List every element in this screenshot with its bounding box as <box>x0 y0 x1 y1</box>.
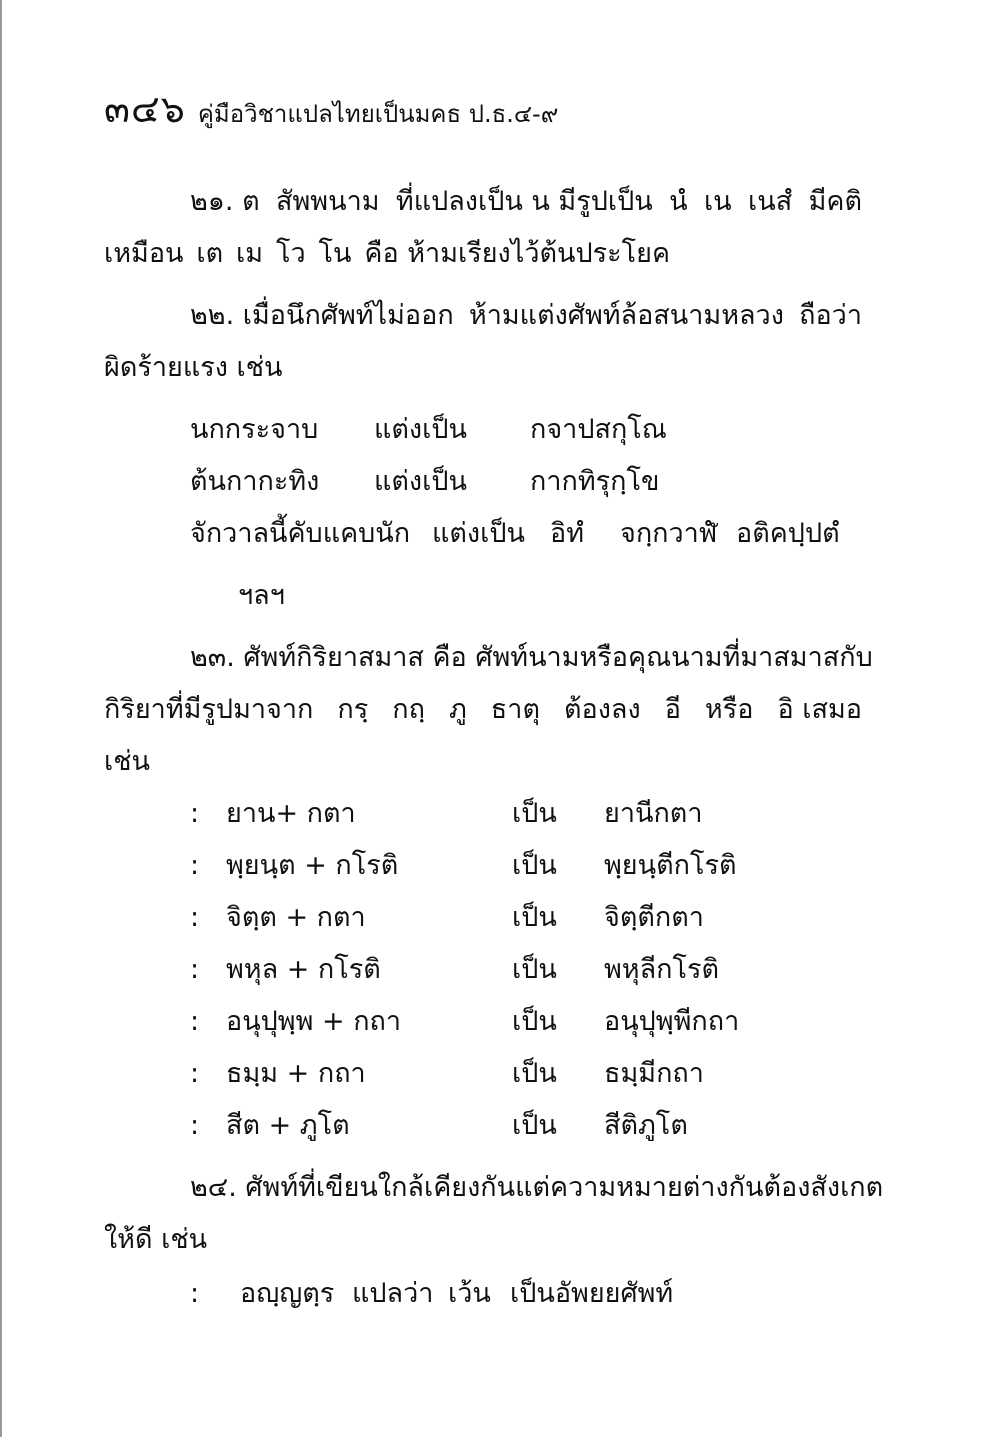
verb: เป็น <box>512 902 557 933</box>
compound-parts: จิตฺต + กตา <box>226 902 366 933</box>
section-21-line-2 <box>104 236 670 272</box>
running-header <box>104 78 558 139</box>
text-span: อี <box>664 694 681 725</box>
text-span: เม <box>236 238 264 269</box>
colon: : <box>190 1278 200 1309</box>
section-23-line-3: เช่น <box>104 746 151 777</box>
text-span: ต้องลง <box>564 694 641 725</box>
verb: เป็น <box>512 1058 557 1089</box>
verb: เป็น <box>512 850 557 881</box>
text-span: โน <box>318 238 352 269</box>
text-span: กรฺ <box>337 694 369 725</box>
verb: แต่งเป็น <box>374 466 467 497</box>
colon: : <box>190 954 200 985</box>
pali-word: จกฺกวาฬํ <box>620 518 718 549</box>
compound-result: ธมฺมีกถา <box>604 1058 704 1089</box>
verb: แปลว่า <box>352 1278 434 1309</box>
compound-result: พหุลีกโรติ <box>604 954 720 985</box>
section-23-line-2 <box>104 692 862 728</box>
etc-mark: ฯลฯ <box>238 580 285 611</box>
colon: : <box>190 850 200 881</box>
text-span: ๒๒. เมื่อนึกศัพท์ไม่ออก <box>190 300 454 331</box>
compound-parts: ยาน+ กตา <box>226 798 356 829</box>
text-span: อิ เสมอ <box>777 694 862 725</box>
text-span: คือ ห้ามเรียงไว้ต้นประโยค <box>364 238 670 269</box>
compound-parts: อนุปุพฺพ + กถา <box>226 1006 402 1037</box>
thai-phrase: ต้นกากะทิง <box>190 466 320 497</box>
colon: : <box>190 798 200 829</box>
section-24-line-1 <box>190 1170 884 1206</box>
compound-parts: พหุล + กโรติ <box>226 954 381 985</box>
text-span: สัพพนาม <box>276 186 380 217</box>
verb: เป็น <box>512 1006 557 1037</box>
page-number: ๓๔๖ <box>104 87 186 131</box>
section-22-line-1 <box>190 298 862 334</box>
section-21-line-1 <box>190 184 862 220</box>
pali-word: อิทํ <box>550 518 585 549</box>
text-span: หรือ <box>704 694 754 725</box>
colon: : <box>190 1110 200 1141</box>
thai-phrase: จักวาลนี้คับแคบนัก <box>190 518 411 549</box>
running-title: คู่มือวิชาแปลไทยเป็นมคธ ป.ธ.๔-๙ <box>197 100 559 128</box>
compound-result: ยานีกตา <box>604 798 703 829</box>
text-span: ห้ามแต่งศัพท์ล้อสนามหลวง <box>468 300 784 331</box>
text-span: ภู <box>448 694 467 725</box>
section-22-line-2: ผิดร้ายแรง เช่น <box>104 352 283 383</box>
verb: เป็น <box>512 1110 557 1141</box>
verb: แต่งเป็น <box>374 414 467 445</box>
compound-parts: พฺยนฺต + กโรติ <box>226 850 399 881</box>
text-span: หรือคุณนามที่มาสมาสกับ <box>579 642 873 673</box>
text-span: นํ <box>669 186 688 217</box>
compound-result: พฺยนฺตีกโรติ <box>604 850 737 881</box>
text-span: ธาตุ <box>490 694 540 725</box>
grammar-note: เป็นอัพยยศัพท์ <box>510 1278 674 1309</box>
text-span: ต้องสังเกต <box>763 1172 884 1203</box>
text-span: ถือว่า <box>799 300 862 331</box>
compound-parts: สีต + ภูโต <box>226 1110 350 1141</box>
pali-word: กากทิรุกฺโข <box>530 466 660 497</box>
verb: เป็น <box>512 954 557 985</box>
colon: : <box>190 902 200 933</box>
colon: : <box>190 1058 200 1089</box>
section-24-line-2: ให้ดี เช่น <box>104 1224 208 1255</box>
pali-word: อญฺญตฺร <box>240 1278 335 1309</box>
verb: แต่งเป็น <box>432 518 525 549</box>
text-span: ๒๔. ศัพท์ที่เขียนใกล้เคียงกัน <box>190 1172 516 1203</box>
verb: เป็น <box>512 798 557 829</box>
thai-phrase: นกกระจาบ <box>190 414 319 445</box>
text-span: ๒๓. ศัพท์กิริยาสมาส คือ ศัพท์นาม <box>190 642 580 673</box>
text-span: มีคติ <box>808 186 862 217</box>
text-span: แต่ความหมายต่างกัน <box>515 1172 764 1203</box>
text-span: เนสํ <box>748 186 793 217</box>
text-span: กิริยาที่มีรูปมาจาก <box>104 694 314 725</box>
compound-result: อนุปุพฺพีกถา <box>604 1006 740 1037</box>
text-span: ที่แปลงเป็น น มีรูปเป็น <box>395 186 653 217</box>
compound-parts: ธมฺม + กถา <box>226 1058 366 1089</box>
section-23-line-1 <box>190 640 873 676</box>
pali-word: อติคปฺปตํ <box>736 518 840 549</box>
page-edge <box>0 0 2 1437</box>
text-span: ๒๑. ต <box>190 186 260 217</box>
pali-word: กจาปสกุโณ <box>530 414 667 445</box>
compound-result: จิตฺตีกตา <box>604 902 704 933</box>
text-span: เน <box>703 186 732 217</box>
text-span: เต <box>196 238 224 269</box>
text-span: กถฺ <box>392 694 425 725</box>
text-span: โว <box>275 238 306 269</box>
text-span: เหมือน <box>104 238 184 269</box>
meaning: เว้น <box>448 1278 491 1309</box>
compound-result: สีติภูโต <box>604 1110 688 1141</box>
colon: : <box>190 1006 200 1037</box>
